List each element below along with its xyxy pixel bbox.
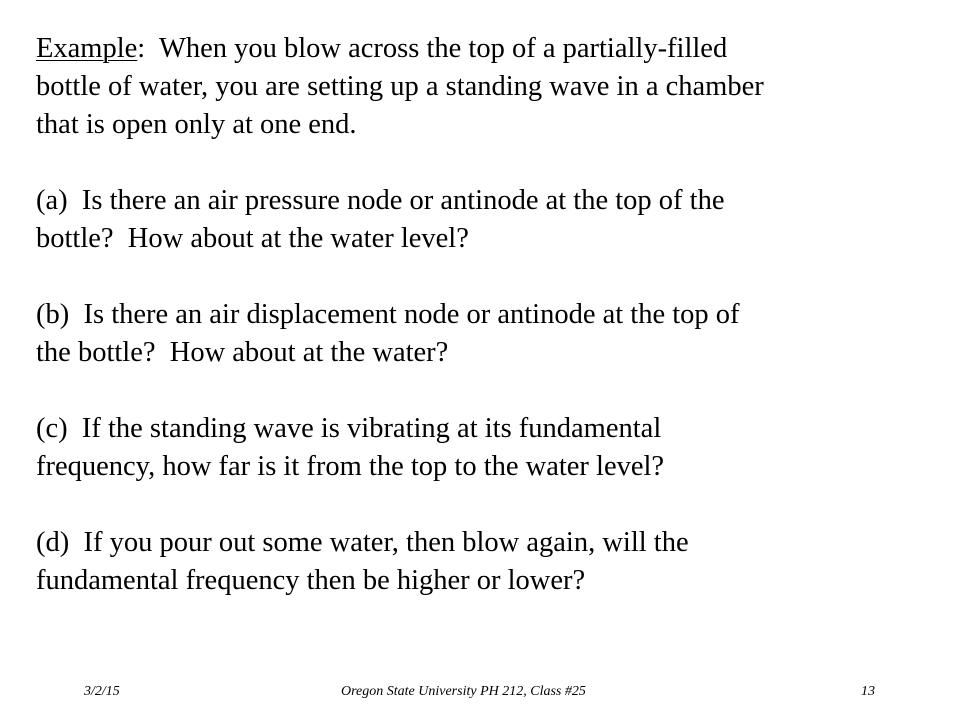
question-a bbox=[36, 182, 916, 258]
question-c-line-1: (c) If the standing wave is vibrating at its fundamental bbox=[36, 413, 662, 444]
question-d-line-1: (d) If you pour out some water, then blow again, will the bbox=[36, 527, 689, 558]
intro-paragraph bbox=[36, 30, 916, 144]
footer-page-number: 13 bbox=[861, 684, 875, 699]
footer-date: 3/2/15 bbox=[84, 684, 120, 699]
question-b bbox=[36, 296, 916, 372]
question-b-line-2: the bottle? How about at the water? bbox=[36, 337, 449, 368]
question-a-line-2: bottle? How about at the water level? bbox=[36, 223, 469, 254]
example-label: Example bbox=[36, 33, 138, 64]
question-b-line-1: (b) Is there an air displacement node or antinode at the top of bbox=[36, 299, 740, 330]
question-c-line-2: frequency, how far is it from the top to the water level? bbox=[36, 451, 665, 482]
slide-body bbox=[36, 30, 916, 600]
intro-line-3: that is open only at one end. bbox=[36, 109, 357, 140]
question-d bbox=[36, 524, 916, 600]
intro-line-1 bbox=[36, 30, 916, 68]
intro-line-2: bottle of water, you are setting up a standing wave in a chamber bbox=[36, 71, 764, 102]
footer-course: Oregon State University PH 212, Class #25 bbox=[341, 684, 586, 699]
intro-line-1-text: When you blow across the top of a partially-filled bbox=[145, 33, 728, 64]
question-d-line-2: fundamental frequency then be higher or lower? bbox=[36, 565, 586, 596]
example-colon: : bbox=[137, 33, 146, 64]
question-a-line-1: (a) Is there an air pressure node or antinode at the top of the bbox=[36, 185, 725, 216]
question-c bbox=[36, 410, 916, 486]
